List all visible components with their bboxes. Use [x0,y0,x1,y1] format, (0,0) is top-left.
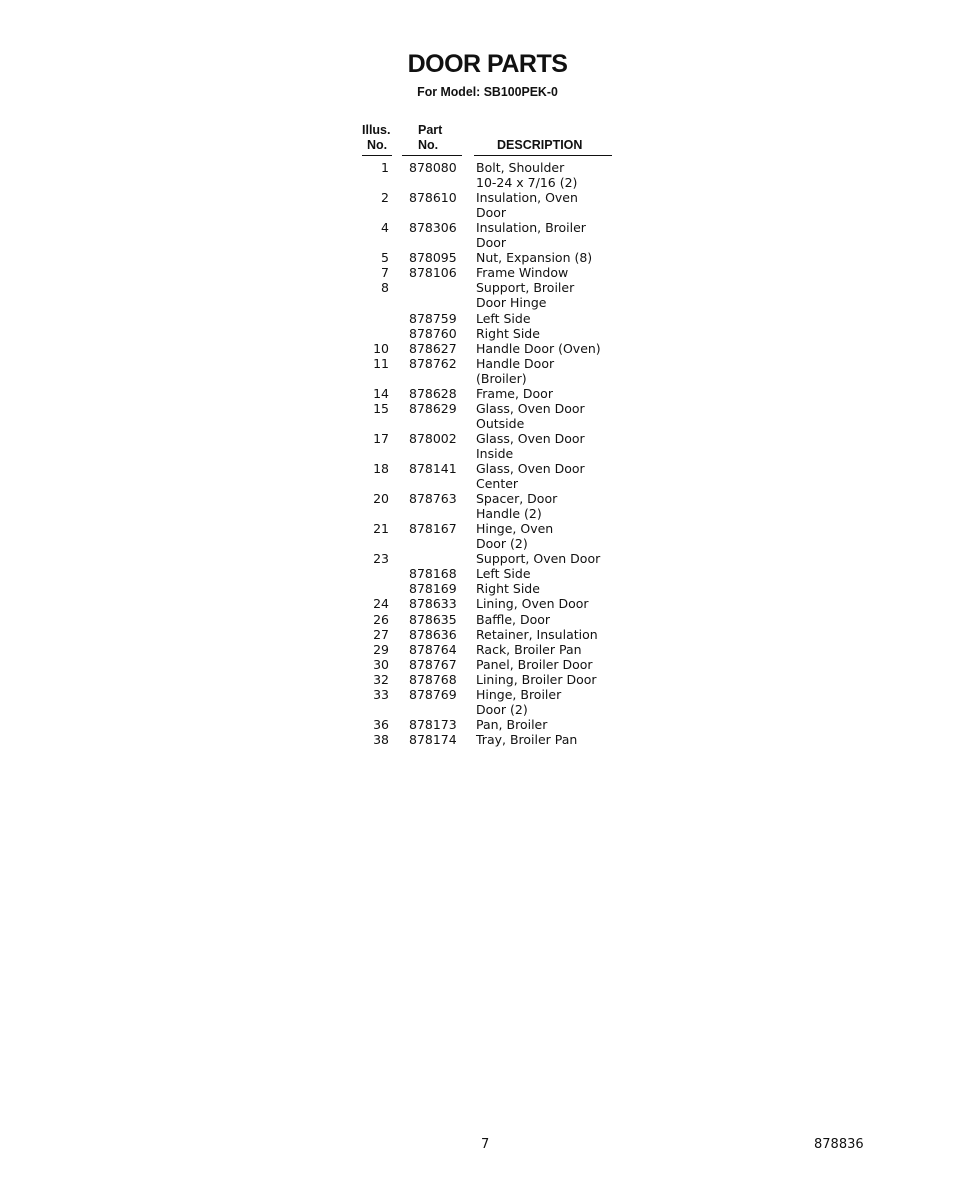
page-title: DOOR PARTS [407,50,568,78]
table-row [0,657,700,672]
part-no-cell: 878106 [409,265,457,281]
description-cell: Pan, Broiler [476,716,548,732]
description-cell: Baffle, Door [476,611,551,627]
part-no-cell: 878764 [409,641,457,657]
description-cell: Tray, Broiler Pan [476,731,578,747]
table-row [0,160,700,175]
illus-no-cell: 2 [381,190,389,206]
illus-no-cell: 21 [373,521,389,537]
description-cell: Frame, Door [476,385,553,401]
table-row [0,386,700,401]
illus-no-cell: 17 [373,430,389,446]
part-no-cell: 878629 [409,400,457,416]
description-cell: Hinge, Oven [476,521,554,537]
description-cell: Lining, Broiler Door [476,671,597,687]
part-no-cell: 878306 [409,220,457,236]
table-row [0,220,700,235]
description-cell: Panel, Broiler Door [476,656,593,672]
part-no-cell: 878169 [409,581,457,597]
part-no-cell: 878759 [409,310,457,326]
table-row [0,521,700,536]
table-row [0,371,700,386]
illus-no-cell: 18 [373,461,389,476]
description-cell: Handle (2) [476,506,542,522]
table-row [0,627,700,642]
table-row [0,446,700,461]
table-row [0,341,700,356]
table-row [0,175,700,190]
table-row [0,461,700,476]
part-no-cell: 878768 [409,671,457,687]
description-header-underline [474,155,612,156]
description-cell: Insulation, Broiler [476,220,586,236]
part-header-line1: Part [418,123,443,137]
page-number: 7 [481,1137,490,1152]
part-no-cell: 878173 [409,716,457,732]
part-no-cell: 878636 [409,626,457,642]
table-row [0,672,700,687]
table-row [0,416,700,431]
description-cell: Glass, Oven Door [476,461,585,476]
description-cell: Glass, Oven Door [476,400,585,416]
description-cell: Door [476,205,507,221]
illus-no-cell: 4 [381,220,389,236]
illus-no-cell: 23 [373,551,389,567]
table-row [0,732,700,747]
table-row [0,536,700,551]
description-cell: Door [476,235,507,251]
part-no-cell: 878635 [409,611,457,627]
table-row [0,717,700,732]
illus-no-cell: 1 [381,160,389,175]
part-no-cell: 878633 [409,596,457,612]
illus-no-cell: 32 [373,671,389,687]
illus-no-cell: 5 [381,250,389,266]
table-row [0,356,700,371]
table-row [0,295,700,310]
table-row [0,687,700,702]
table-row [0,612,700,627]
part-no-cell: 878002 [409,430,457,446]
part-no-cell: 878610 [409,190,457,206]
part-no-cell: 878168 [409,566,457,582]
table-row [0,431,700,446]
description-cell: Door (2) [476,536,528,552]
illus-header-underline [362,155,392,156]
illus-no-cell: 8 [381,280,389,296]
description-cell: Left Side [476,566,531,582]
illus-no-cell: 7 [381,265,389,281]
document-number: 878836 [814,1137,864,1152]
table-row [0,235,700,250]
illus-no-cell: 30 [373,656,389,672]
table-row [0,311,700,326]
description-cell: Glass, Oven Door [476,430,585,446]
illus-no-cell: 33 [373,686,389,702]
part-no-cell: 878763 [409,491,457,507]
table-row [0,506,700,521]
part-no-cell: 878167 [409,521,457,537]
table-row [0,551,700,566]
illus-no-cell: 11 [373,355,389,371]
part-no-cell: 878627 [409,340,457,356]
illus-header-line1: Illus. [362,123,391,137]
description-cell: Bolt, Shoulder [476,160,565,175]
description-cell: Left Side [476,310,531,326]
illus-no-cell: 15 [373,400,389,416]
illus-no-cell: 10 [373,340,389,356]
description-cell: Door Hinge [476,295,547,311]
description-cell: Handle Door (Oven) [476,340,601,356]
description-cell: Support, Broiler [476,280,575,296]
table-row [0,596,700,611]
description-cell: Retainer, Insulation [476,626,598,642]
description-cell: Support, Oven Door [476,551,601,567]
part-no-cell: 878760 [409,325,457,341]
illus-no-cell: 38 [373,731,389,747]
illus-no-cell: 20 [373,491,389,507]
description-cell: Spacer, Door [476,491,558,507]
description-cell: Hinge, Broiler [476,686,562,702]
description-cell: 10-24 x 7/16 (2) [476,175,578,191]
model-subtitle: For Model: SB100PEK-0 [417,84,558,99]
illus-no-cell: 29 [373,641,389,657]
table-row [0,702,700,717]
illus-no-cell: 27 [373,626,389,642]
part-no-cell: 878095 [409,250,457,266]
table-row [0,491,700,506]
description-cell: (Broiler) [476,370,527,386]
part-header-line2: No. [418,138,439,152]
table-row [0,205,700,220]
table-row [0,642,700,657]
table-row [0,581,700,596]
illus-no-cell: 36 [373,716,389,732]
description-cell: Rack, Broiler Pan [476,641,582,657]
description-cell: Frame Window [476,265,569,281]
description-cell: Right Side [476,581,540,597]
description-cell: Lining, Oven Door [476,596,589,612]
illus-no-cell: 14 [373,385,389,401]
part-no-cell: 878767 [409,656,457,672]
table-row [0,280,700,295]
description-cell: Door (2) [476,701,528,717]
description-cell: Nut, Expansion (8) [476,250,593,266]
table-row [0,190,700,205]
description-cell: Right Side [476,325,540,341]
part-no-cell: 878141 [409,461,457,476]
illus-no-cell: 24 [373,596,389,612]
part-no-cell: 878769 [409,686,457,702]
part-no-cell: 878762 [409,355,457,371]
description-cell: Insulation, Oven [476,190,578,206]
description-cell: Outside [476,415,525,431]
description-header: DESCRIPTION [497,138,583,152]
description-cell: Inside [476,445,514,461]
part-no-cell: 878628 [409,385,457,401]
table-row [0,265,700,280]
table-row [0,250,700,265]
table-row [0,476,700,491]
table-row [0,566,700,581]
table-row [0,326,700,341]
part-no-cell: 878174 [409,731,457,747]
description-cell: Center [476,476,519,492]
part-header-underline [402,155,462,156]
part-no-cell: 878080 [409,160,457,175]
table-row [0,401,700,416]
illus-header-line2: No. [367,138,388,152]
illus-no-cell: 26 [373,611,389,627]
description-cell: Handle Door [476,355,555,371]
